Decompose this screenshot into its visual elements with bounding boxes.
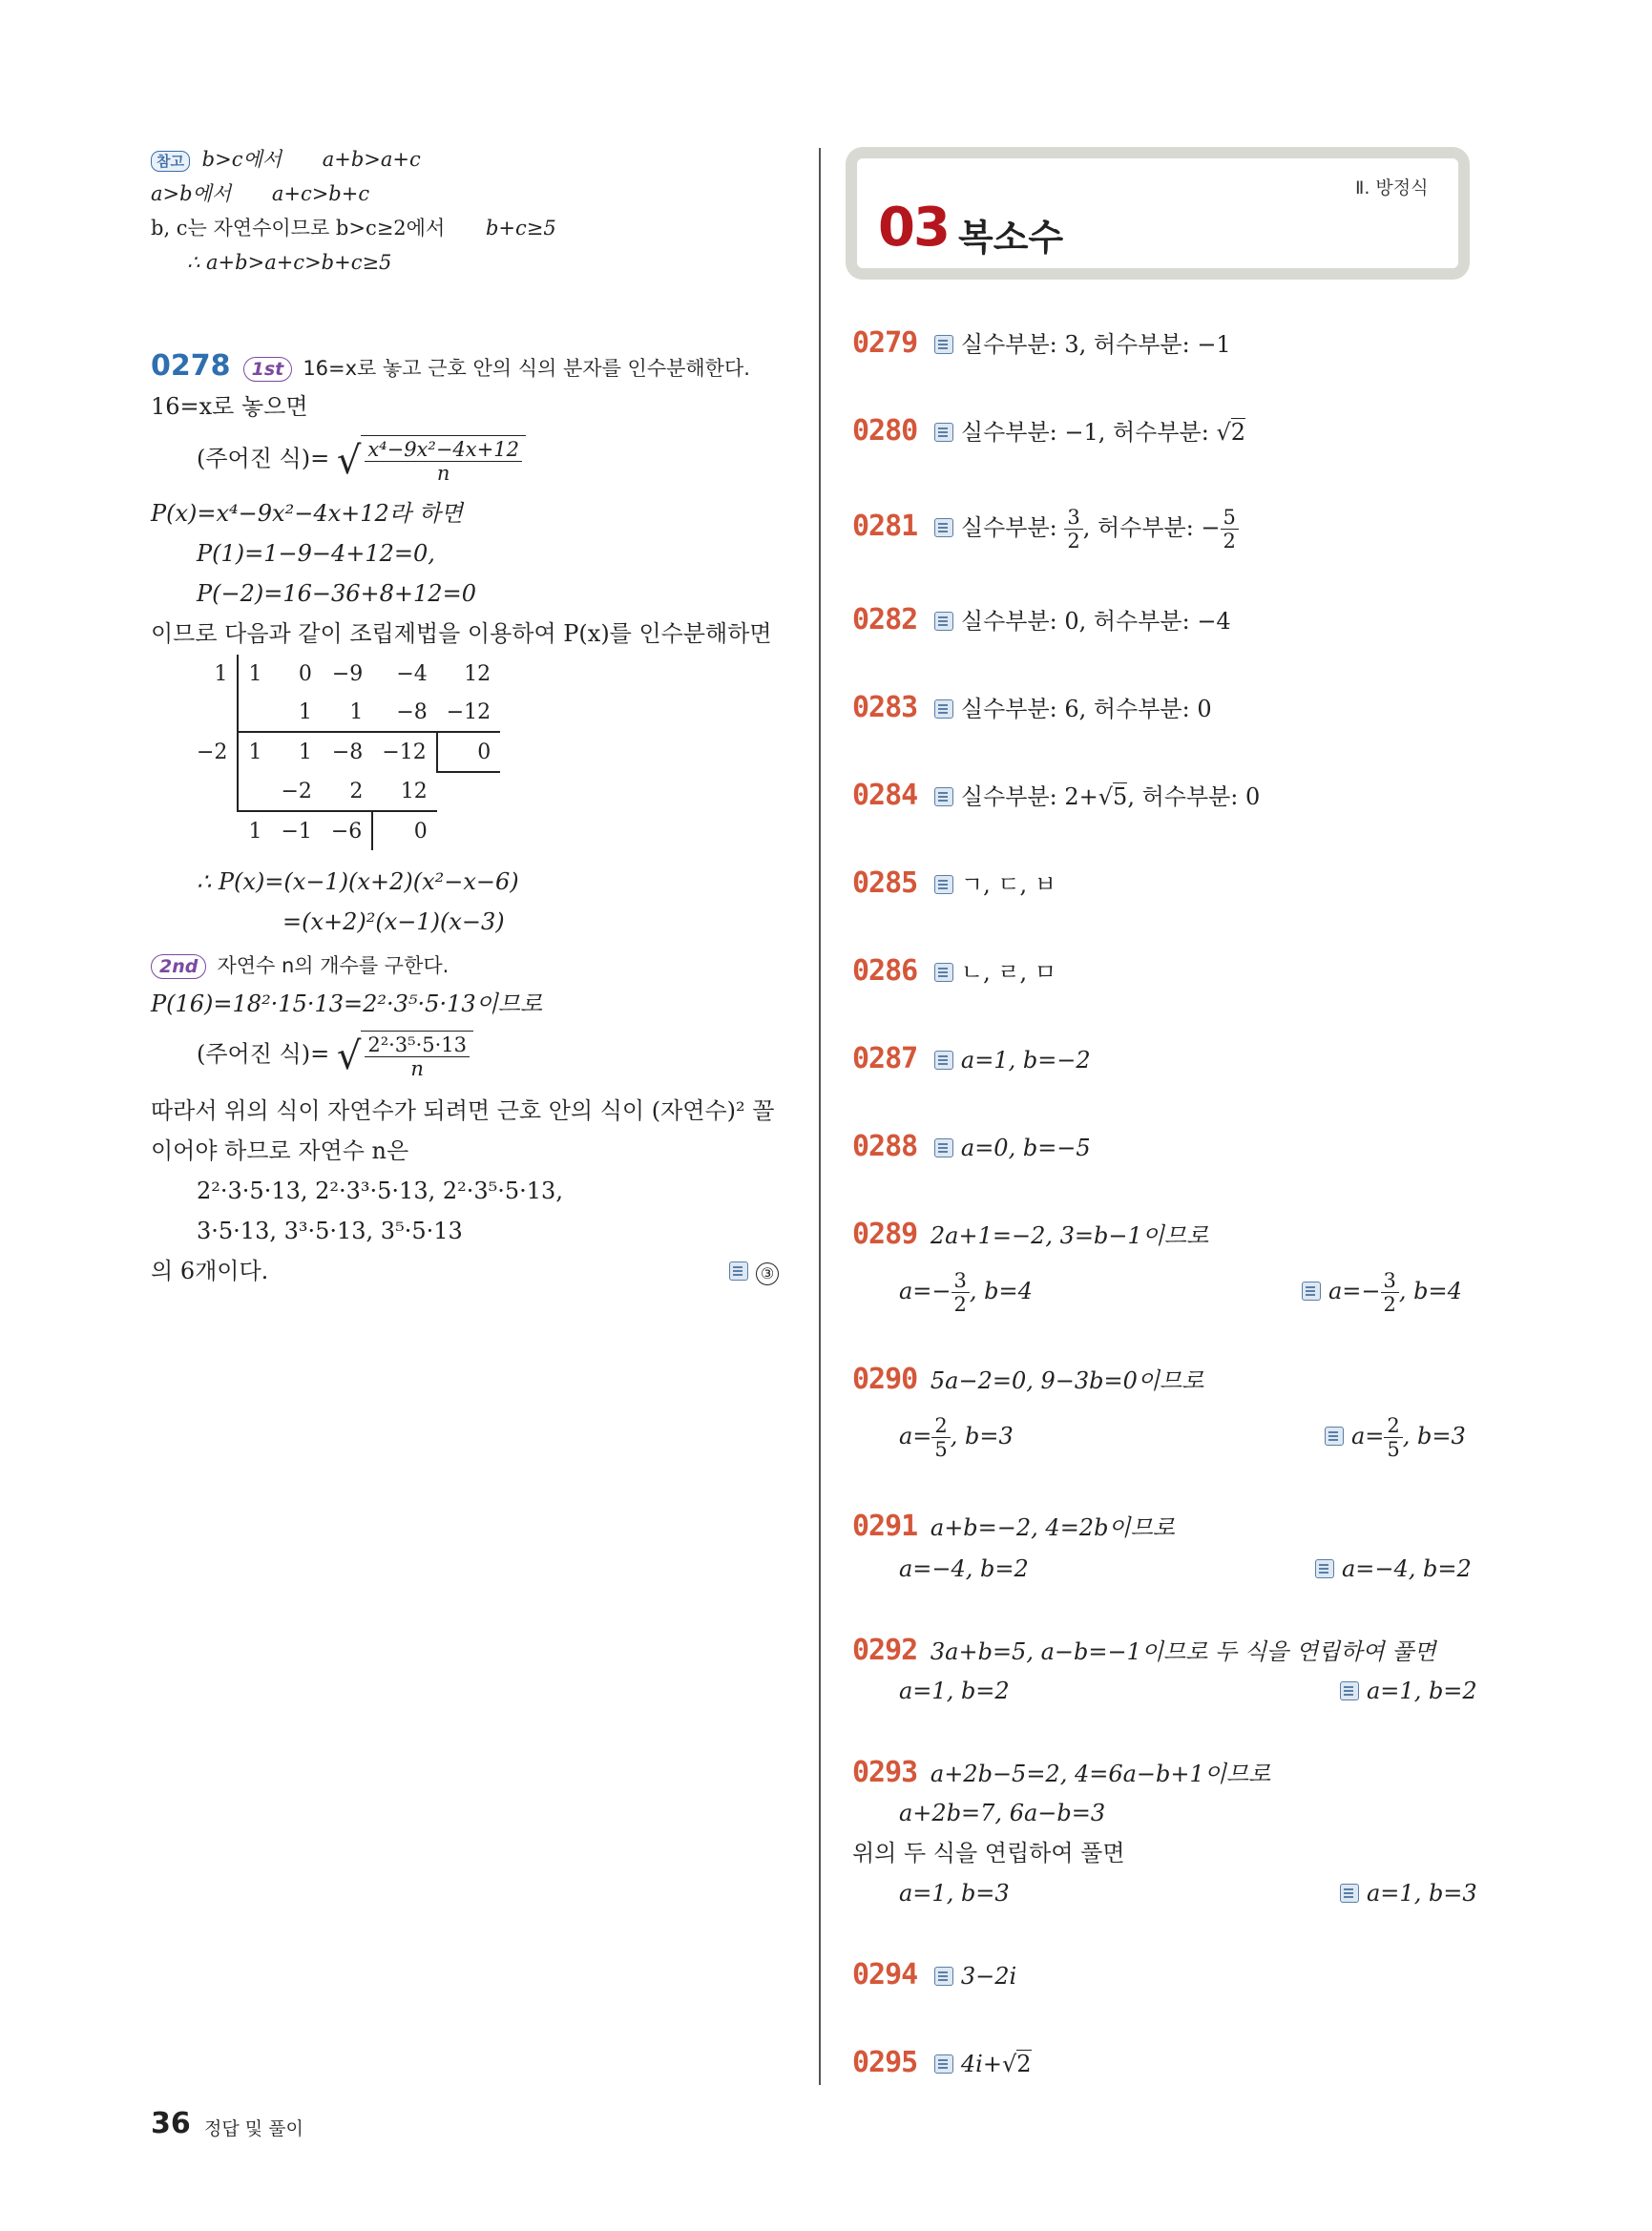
line: 2²·3·5·13, 2²·3³·5·13, 2²·3⁵·5·13, xyxy=(197,1178,563,1204)
solution-line: a+2b=7, 6a−b=3 xyxy=(899,1800,1106,1826)
answer-icon xyxy=(934,1051,953,1070)
line: P(16)=18²·15·13=2²·3⁵·5·13이므로 xyxy=(151,990,543,1017)
factor-result-1: ∴ P(x)=(x−1)(x+2)(x²−x−6) xyxy=(197,868,519,895)
answer-icon xyxy=(1340,1884,1359,1903)
column-divider xyxy=(819,148,821,2085)
solution-line: a=1, b=2 xyxy=(899,1678,1010,1704)
answer-row: 0281 실수부분: $\frac{3}{2}$ , 허수부분: − $\frac{5}{2}$ xyxy=(852,506,1239,553)
problem-0292: 0292 3a+b=5, a−b=−1이므로 두 식을 연립하여 풀면 xyxy=(852,1634,1436,1667)
chapter-section: Ⅱ. 방정식 xyxy=(1355,177,1429,198)
answer-row: 0294 3−2i xyxy=(852,1958,1017,1991)
synth-row: 1 −1 −6 0 xyxy=(187,811,500,850)
problem-0293: 0293 a+2b−5=2, 4=6a−b+1이므로 xyxy=(852,1756,1271,1789)
line: 의 6개이다. xyxy=(151,1258,269,1284)
synth-row: −2 1 1 −8 −12 0 xyxy=(187,732,500,772)
answer-row: 0288 a=0, b=−5 xyxy=(852,1130,1091,1163)
problem-0290: 0290 5a−2=0, 9−3b=0이므로 xyxy=(852,1363,1204,1396)
answer-row: 0286 ㄴ, ㄹ, ㅁ xyxy=(852,954,1056,988)
solution-line: a=1, b=3 xyxy=(899,1880,1010,1907)
answer-0289: a=− $\frac{3}{2}$ , b=4 xyxy=(1302,1269,1462,1316)
problem-0289: 0289 2a+1=−2, 3=b−1이므로 xyxy=(852,1218,1209,1251)
answer-0292: a=1, b=2 xyxy=(1340,1676,1477,1706)
problem-number: 0278 xyxy=(151,349,231,383)
answer-row: 0285 ㄱ, ㄷ, ㅂ xyxy=(852,866,1056,900)
line: P(−2)=16−36+8+12=0 xyxy=(197,580,476,607)
synth-row: −2 2 12 xyxy=(187,772,500,811)
note-tag: 참고 xyxy=(151,151,190,172)
line: 이므로 다음과 같이 조립제법을 이용하여 P(x)를 인수분해하면 xyxy=(151,620,772,647)
page-number: 36 xyxy=(151,2107,191,2140)
answer-icon xyxy=(934,335,953,354)
answer-icon xyxy=(1315,1559,1334,1578)
answer-0293: a=1, b=3 xyxy=(1340,1878,1477,1908)
answer-row: 0280 실수부분: −1, 허수부분: √2 xyxy=(852,414,1246,448)
step-2-header xyxy=(151,950,449,979)
answer-0290: a= $\frac{2}{5}$ , b=3 xyxy=(1325,1414,1466,1461)
chapter-number: 03 xyxy=(878,197,949,259)
step-2-badge: 2nd xyxy=(151,954,206,979)
line: P(x)=x⁴−9x²−4x+12라 하면 xyxy=(151,500,463,527)
answer-icon xyxy=(934,1967,953,1986)
answer-row: 0282 실수부분: 0, 허수부분: −4 xyxy=(852,603,1231,636)
answer-0291: a=−4, b=2 xyxy=(1315,1553,1472,1584)
answer-icon xyxy=(934,875,953,894)
line: 이어야 하므로 자연수 n은 xyxy=(151,1137,409,1164)
answer-row: 0283 실수부분: 6, 허수부분: 0 xyxy=(852,691,1212,724)
answer-icon xyxy=(1325,1427,1344,1446)
answer-icon xyxy=(934,2054,953,2074)
answer-icon xyxy=(934,423,953,442)
answer-icon xyxy=(1340,1681,1359,1700)
given-expression: (주어진 식)= √ $\frac{\text{x⁴−9x²−4x+12}}{n}$ xyxy=(197,435,526,485)
problem-0278-header xyxy=(151,349,750,383)
answer-icon xyxy=(934,518,953,537)
solution-line: 위의 두 식을 연립하여 풀면 xyxy=(852,1840,1125,1866)
given-expression-2: (주어진 식)= √ $\frac{\text{2²·3⁵·5·13}}{n}$ xyxy=(197,1031,473,1080)
answer-0278: ③ xyxy=(729,1256,779,1286)
line: 16=x로 놓으면 xyxy=(151,393,308,420)
line: P(1)=1−9−4+12=0, xyxy=(197,540,435,567)
answer-icon xyxy=(934,1138,953,1157)
answer-icon xyxy=(729,1261,748,1281)
note-line-2: a>b에서 a+c>b+c xyxy=(151,182,370,205)
answer-icon xyxy=(934,963,953,982)
answer-icon xyxy=(934,699,953,719)
answer-icon xyxy=(934,612,953,631)
step-1-badge: 1st xyxy=(243,357,293,382)
line: 3·5·13, 3³·5·13, 3⁵·5·13 xyxy=(197,1218,463,1244)
synthetic-division xyxy=(187,655,500,850)
note-line-3: b, c는 자연수이므로 b>c≥2에서 b+c≥5 xyxy=(151,217,556,240)
solution-line: a=− $\frac{3}{2}$ , b=4 xyxy=(899,1269,1033,1316)
sqrt: √ $\frac{\text{2²·3⁵·5·13}}{n}$ xyxy=(337,1031,473,1080)
note-line-1: 참고 b>c에서 a+b>a+c xyxy=(151,145,421,174)
step-2-text: 자연수 n의 개수를 구한다. xyxy=(217,954,450,977)
solution-line: a=−4, b=2 xyxy=(899,1555,1029,1582)
footer-label: 정답 및 풀이 xyxy=(204,2118,303,2139)
answer-icon xyxy=(1302,1282,1321,1301)
synth-row: 1 1 0 −9 −4 12 xyxy=(187,655,500,693)
answer-row: 0284 실수부분: 2+√5, 허수부분: 0 xyxy=(852,779,1261,812)
factor-result-2: =(x+2)²(x−1)(x−3) xyxy=(282,908,505,935)
synth-row: 1 1 −8 −12 xyxy=(187,693,500,732)
step-1-text: 16=x로 놓고 근호 안의 식의 분자를 인수분해한다. xyxy=(303,357,750,380)
answer-row: 0279 실수부분: 3, 허수부분: −1 xyxy=(852,326,1231,360)
note-line-4: ∴ a+b>a+c>b+c≥5 xyxy=(187,251,392,274)
answer-icon xyxy=(934,787,953,806)
answer-row: 0295 4i+√2 xyxy=(852,2046,1032,2079)
sqrt: √ $\frac{\text{x⁴−9x²−4x+12}}{n}$ xyxy=(337,435,526,485)
solution-line: a= $\frac{2}{5}$ , b=3 xyxy=(899,1414,1014,1461)
problem-0291: 0291 a+b=−2, 4=2b이므로 xyxy=(852,1510,1175,1543)
chapter-title: 복소수 xyxy=(958,217,1064,259)
answer-row: 0287 a=1, b=−2 xyxy=(852,1042,1091,1075)
line: 따라서 위의 식이 자연수가 되려면 근호 안의 식이 (자연수)² 꼴 xyxy=(151,1097,775,1124)
